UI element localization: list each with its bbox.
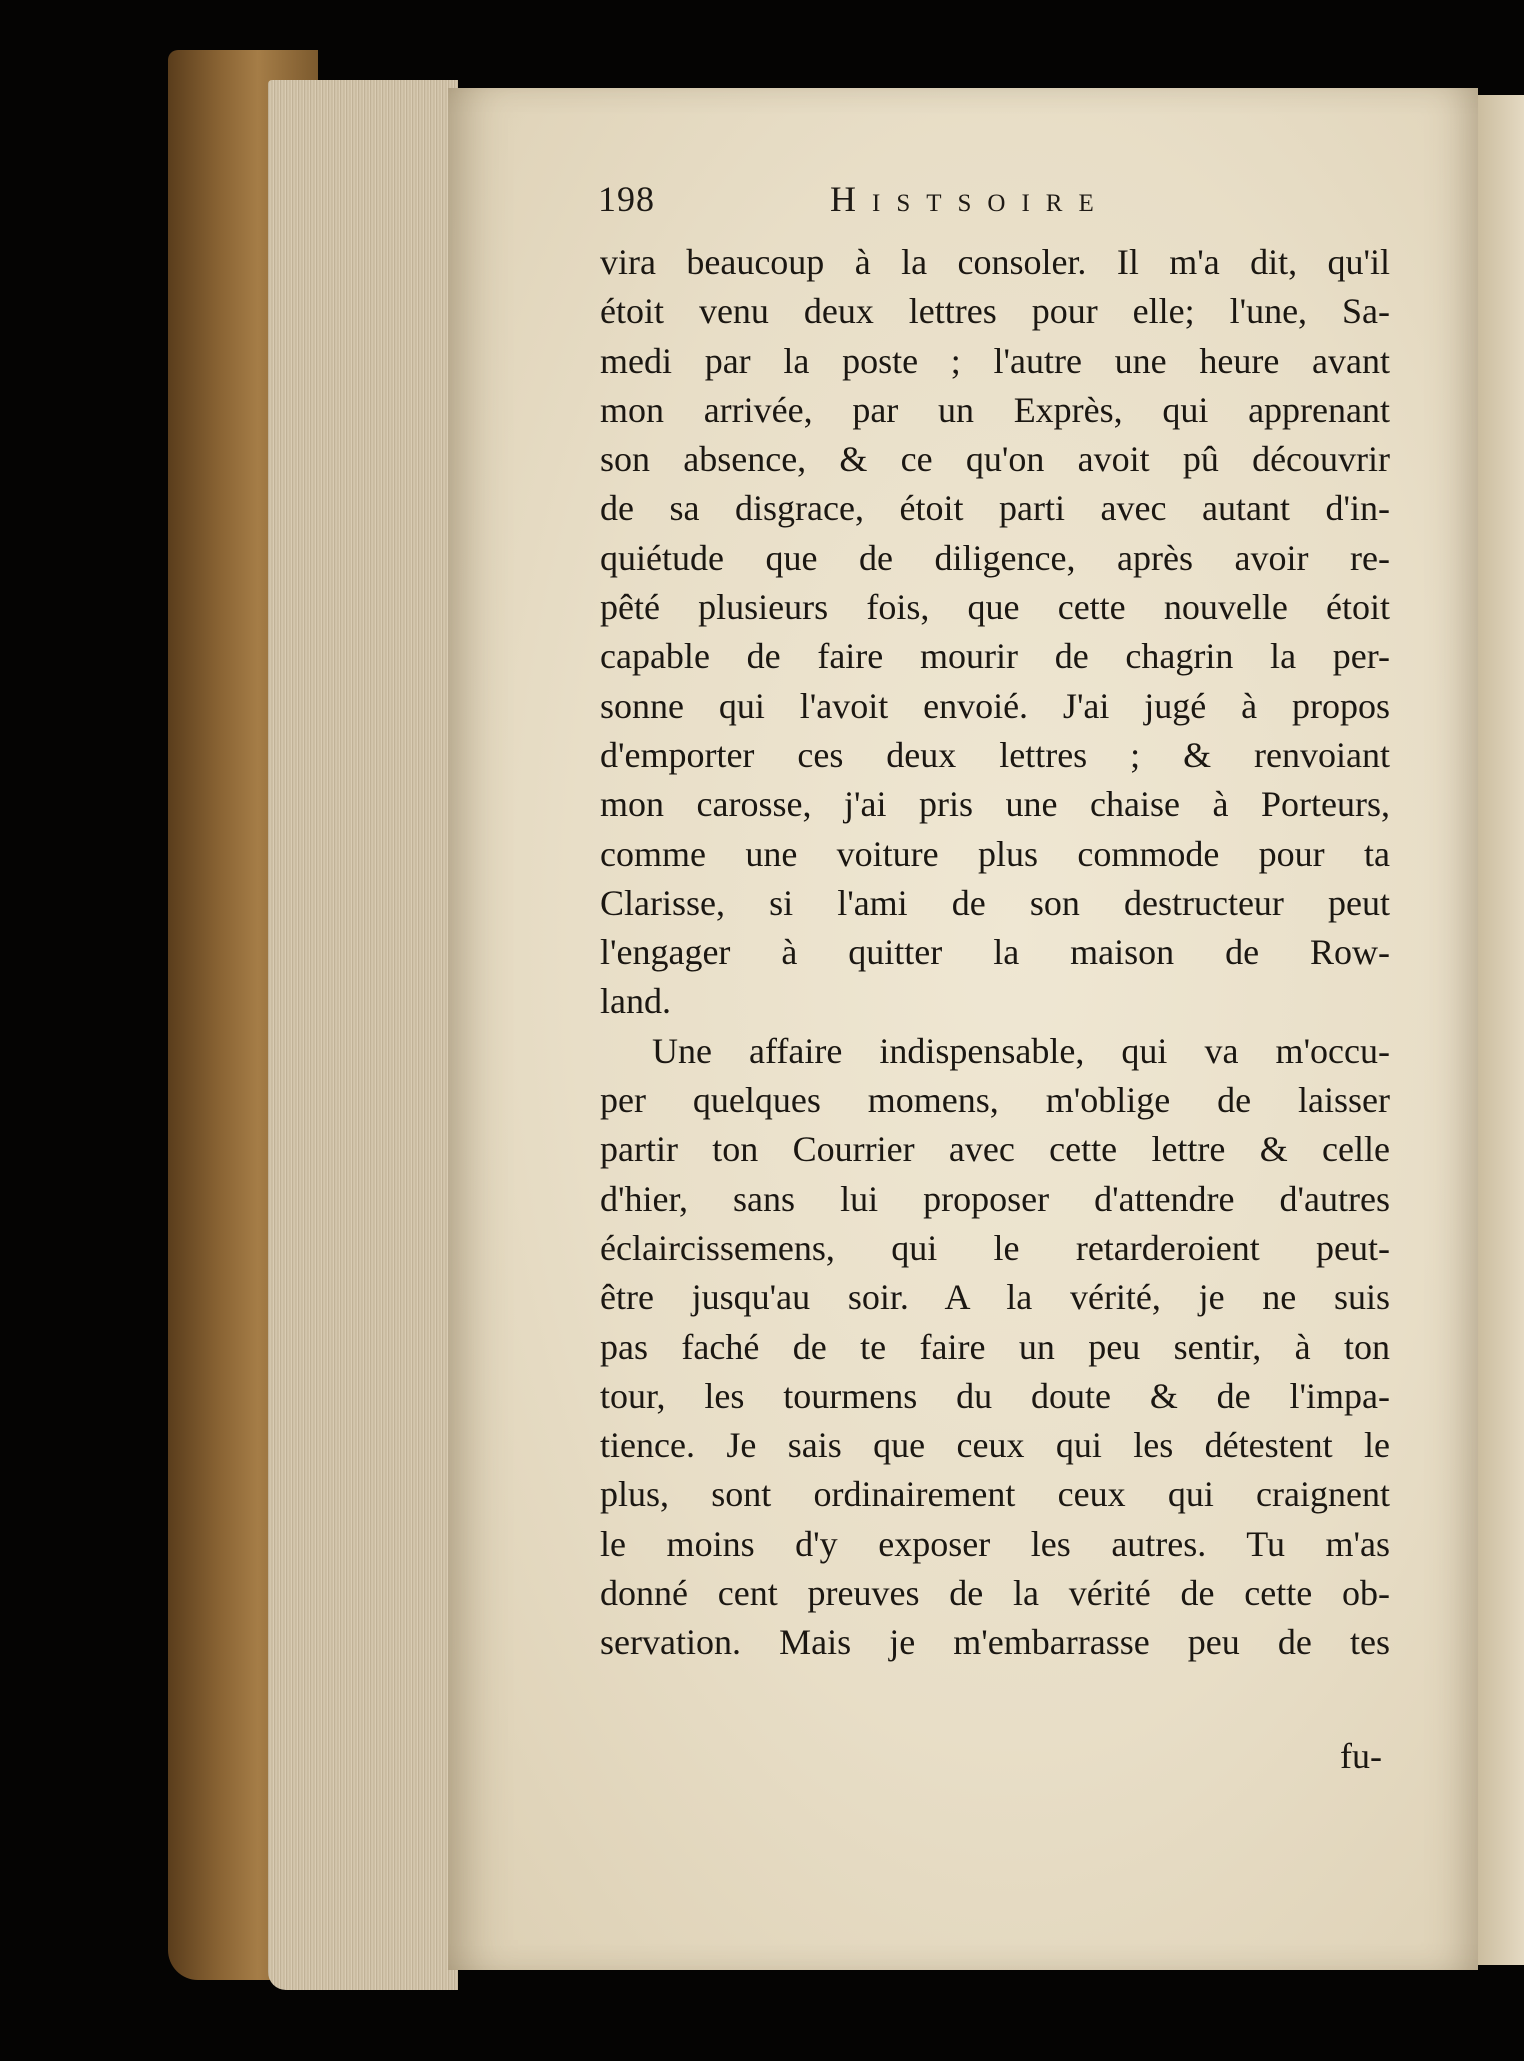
text-line: étoit venu deux lettres pour elle; l'une, Sa- bbox=[600, 291, 1390, 332]
text-line: plus, sont ordinairement ceux qui craignent bbox=[600, 1474, 1390, 1515]
text-line: per quelques momens, m'oblige de laisser bbox=[600, 1080, 1390, 1121]
text-line: Clarisse, si l'ami de son destructeur peut bbox=[600, 882, 1390, 923]
text-line: medi par la poste ; l'autre une heure avant bbox=[600, 340, 1390, 381]
page-edges bbox=[268, 80, 458, 1990]
text-line: vira beaucoup à la consoler. Il m'a dit, qu'il bbox=[600, 242, 1390, 282]
text-line: d'emporter ces deux lettres ; & renvoiant bbox=[600, 734, 1390, 775]
text-line: le moins d'y exposer les autres. Tu m'as bbox=[600, 1523, 1390, 1564]
text-line: comme une voiture plus commode pour ta bbox=[600, 833, 1390, 874]
text-line: quiétude que de diligence, après avoir re- bbox=[600, 537, 1390, 578]
text-line: son absence, & ce qu'on avoit pû découvrir bbox=[600, 439, 1390, 480]
text-line: tour, les tourmens du doute & de l'impa- bbox=[600, 1375, 1390, 1416]
text-line: partir ton Courrier avec cette lettre & celle bbox=[600, 1129, 1390, 1170]
text-line: d'hier, sans lui proposer d'attendre d'autres bbox=[600, 1178, 1390, 1219]
text-line: Une affaire indispensable, qui va m'occu- bbox=[652, 1030, 1390, 1071]
page-number: 198 bbox=[598, 179, 655, 219]
body-text bbox=[600, 238, 1390, 1668]
text-line: mon arrivée, par un Exprès, qui apprenant bbox=[600, 389, 1390, 430]
text-line: capable de faire mourir de chagrin la per- bbox=[600, 636, 1390, 677]
text-line: de sa disgrace, étoit parti avec autant d'in- bbox=[600, 488, 1390, 529]
text-line: pas faché de te faire un peu sentir, à ton bbox=[600, 1326, 1390, 1367]
running-head: Histsoire bbox=[830, 179, 1110, 219]
catchword: fu- bbox=[1340, 1736, 1382, 1776]
text-line: donné cent preuves de la vérité de cette ob- bbox=[600, 1573, 1390, 1614]
text-line: tience. Je sais que ceux qui les détestent le bbox=[600, 1425, 1390, 1466]
text-line: être jusqu'au soir. A la vérité, je ne suis bbox=[600, 1277, 1390, 1318]
page-header bbox=[598, 178, 1418, 234]
text-line: servation. Mais je m'embarrasse peu de tes bbox=[600, 1622, 1390, 1663]
text-line: éclaircissemens, qui le retarderoient peut- bbox=[600, 1227, 1390, 1268]
text-line: mon carosse, j'ai pris une chaise à Porteurs, bbox=[600, 784, 1390, 825]
text-line: land. bbox=[600, 981, 671, 1022]
text-line: sonne qui l'avoit envoié. J'ai jugé à propos bbox=[600, 685, 1390, 726]
facing-page-edge bbox=[1478, 95, 1524, 1965]
text-line: pêté plusieurs fois, que cette nouvelle étoit bbox=[600, 587, 1390, 628]
text-line: l'engager à quitter la maison de Row- bbox=[600, 932, 1390, 973]
